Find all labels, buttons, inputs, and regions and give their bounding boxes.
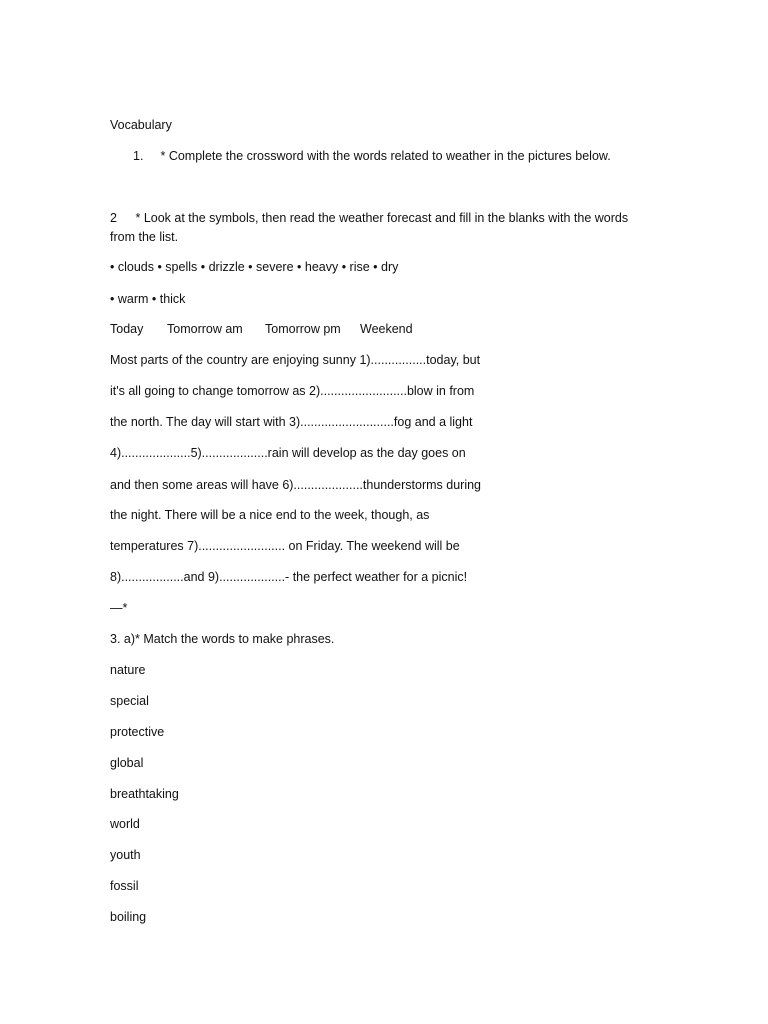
section-title: Vocabulary (110, 118, 172, 132)
match-word: youth (110, 848, 141, 862)
word-list-line-1: • clouds • spells • drizzle • severe • heavy • rise • dry (110, 260, 399, 274)
match-word: fossil (110, 879, 139, 893)
forecast-text-line: temperatures 7)......................... on Friday. The weekend will be (110, 539, 460, 553)
forecast-text-line: and then some areas will have 6)....................thunderstorms during (110, 478, 482, 492)
match-word: special (110, 694, 149, 708)
forecast-text-line: the north. The day will start with 3)...........................fog and a light (110, 415, 473, 429)
forecast-text-line: 4)....................5)...................rain will develop as the day goes on (110, 446, 466, 460)
exercise-2-number: 2 (110, 211, 117, 225)
heading-weekend: Weekend (360, 322, 413, 336)
match-word: breathtaking (110, 787, 179, 801)
heading-today: Today (110, 322, 144, 336)
exercise-1-text: * Complete the crossword with the words related to weather in the pictures below. (160, 149, 611, 163)
exercise-3-instruction: 3. a)* Match the words to make phrases. (110, 632, 335, 646)
match-word: protective (110, 725, 165, 739)
forecast-text-line: it's all going to change tomorrow as 2).........................blow in from (110, 384, 475, 398)
exercise-2-instruction (110, 210, 628, 226)
match-word: boiling (110, 910, 147, 924)
forecast-text-line: the night. There will be a nice end to the week, though, as (110, 508, 430, 522)
word-list-line-2: • warm • thick (110, 292, 186, 306)
match-word: world (110, 817, 140, 831)
exercise-1-instruction (133, 148, 611, 164)
heading-tomorrow-pm: Tomorrow pm (265, 322, 341, 336)
match-word: nature (110, 663, 146, 677)
match-word: global (110, 756, 144, 770)
forecast-headings (110, 321, 413, 337)
exercise-1-number: 1. (133, 149, 144, 163)
exercise-2-text-line-2: from the list. (110, 230, 179, 244)
separator-mark: —* (110, 601, 128, 615)
exercise-2-text-line-1: * Look at the symbols, then read the weather forecast and fill in the blanks with the words (135, 211, 629, 225)
forecast-text-line: Most parts of the country are enjoying sunny 1)................today, but (110, 353, 481, 367)
forecast-text-line: 8)..................and 9)...................- the perfect weather for a picnic! (110, 570, 468, 584)
heading-tomorrow-am: Tomorrow am (167, 322, 243, 336)
